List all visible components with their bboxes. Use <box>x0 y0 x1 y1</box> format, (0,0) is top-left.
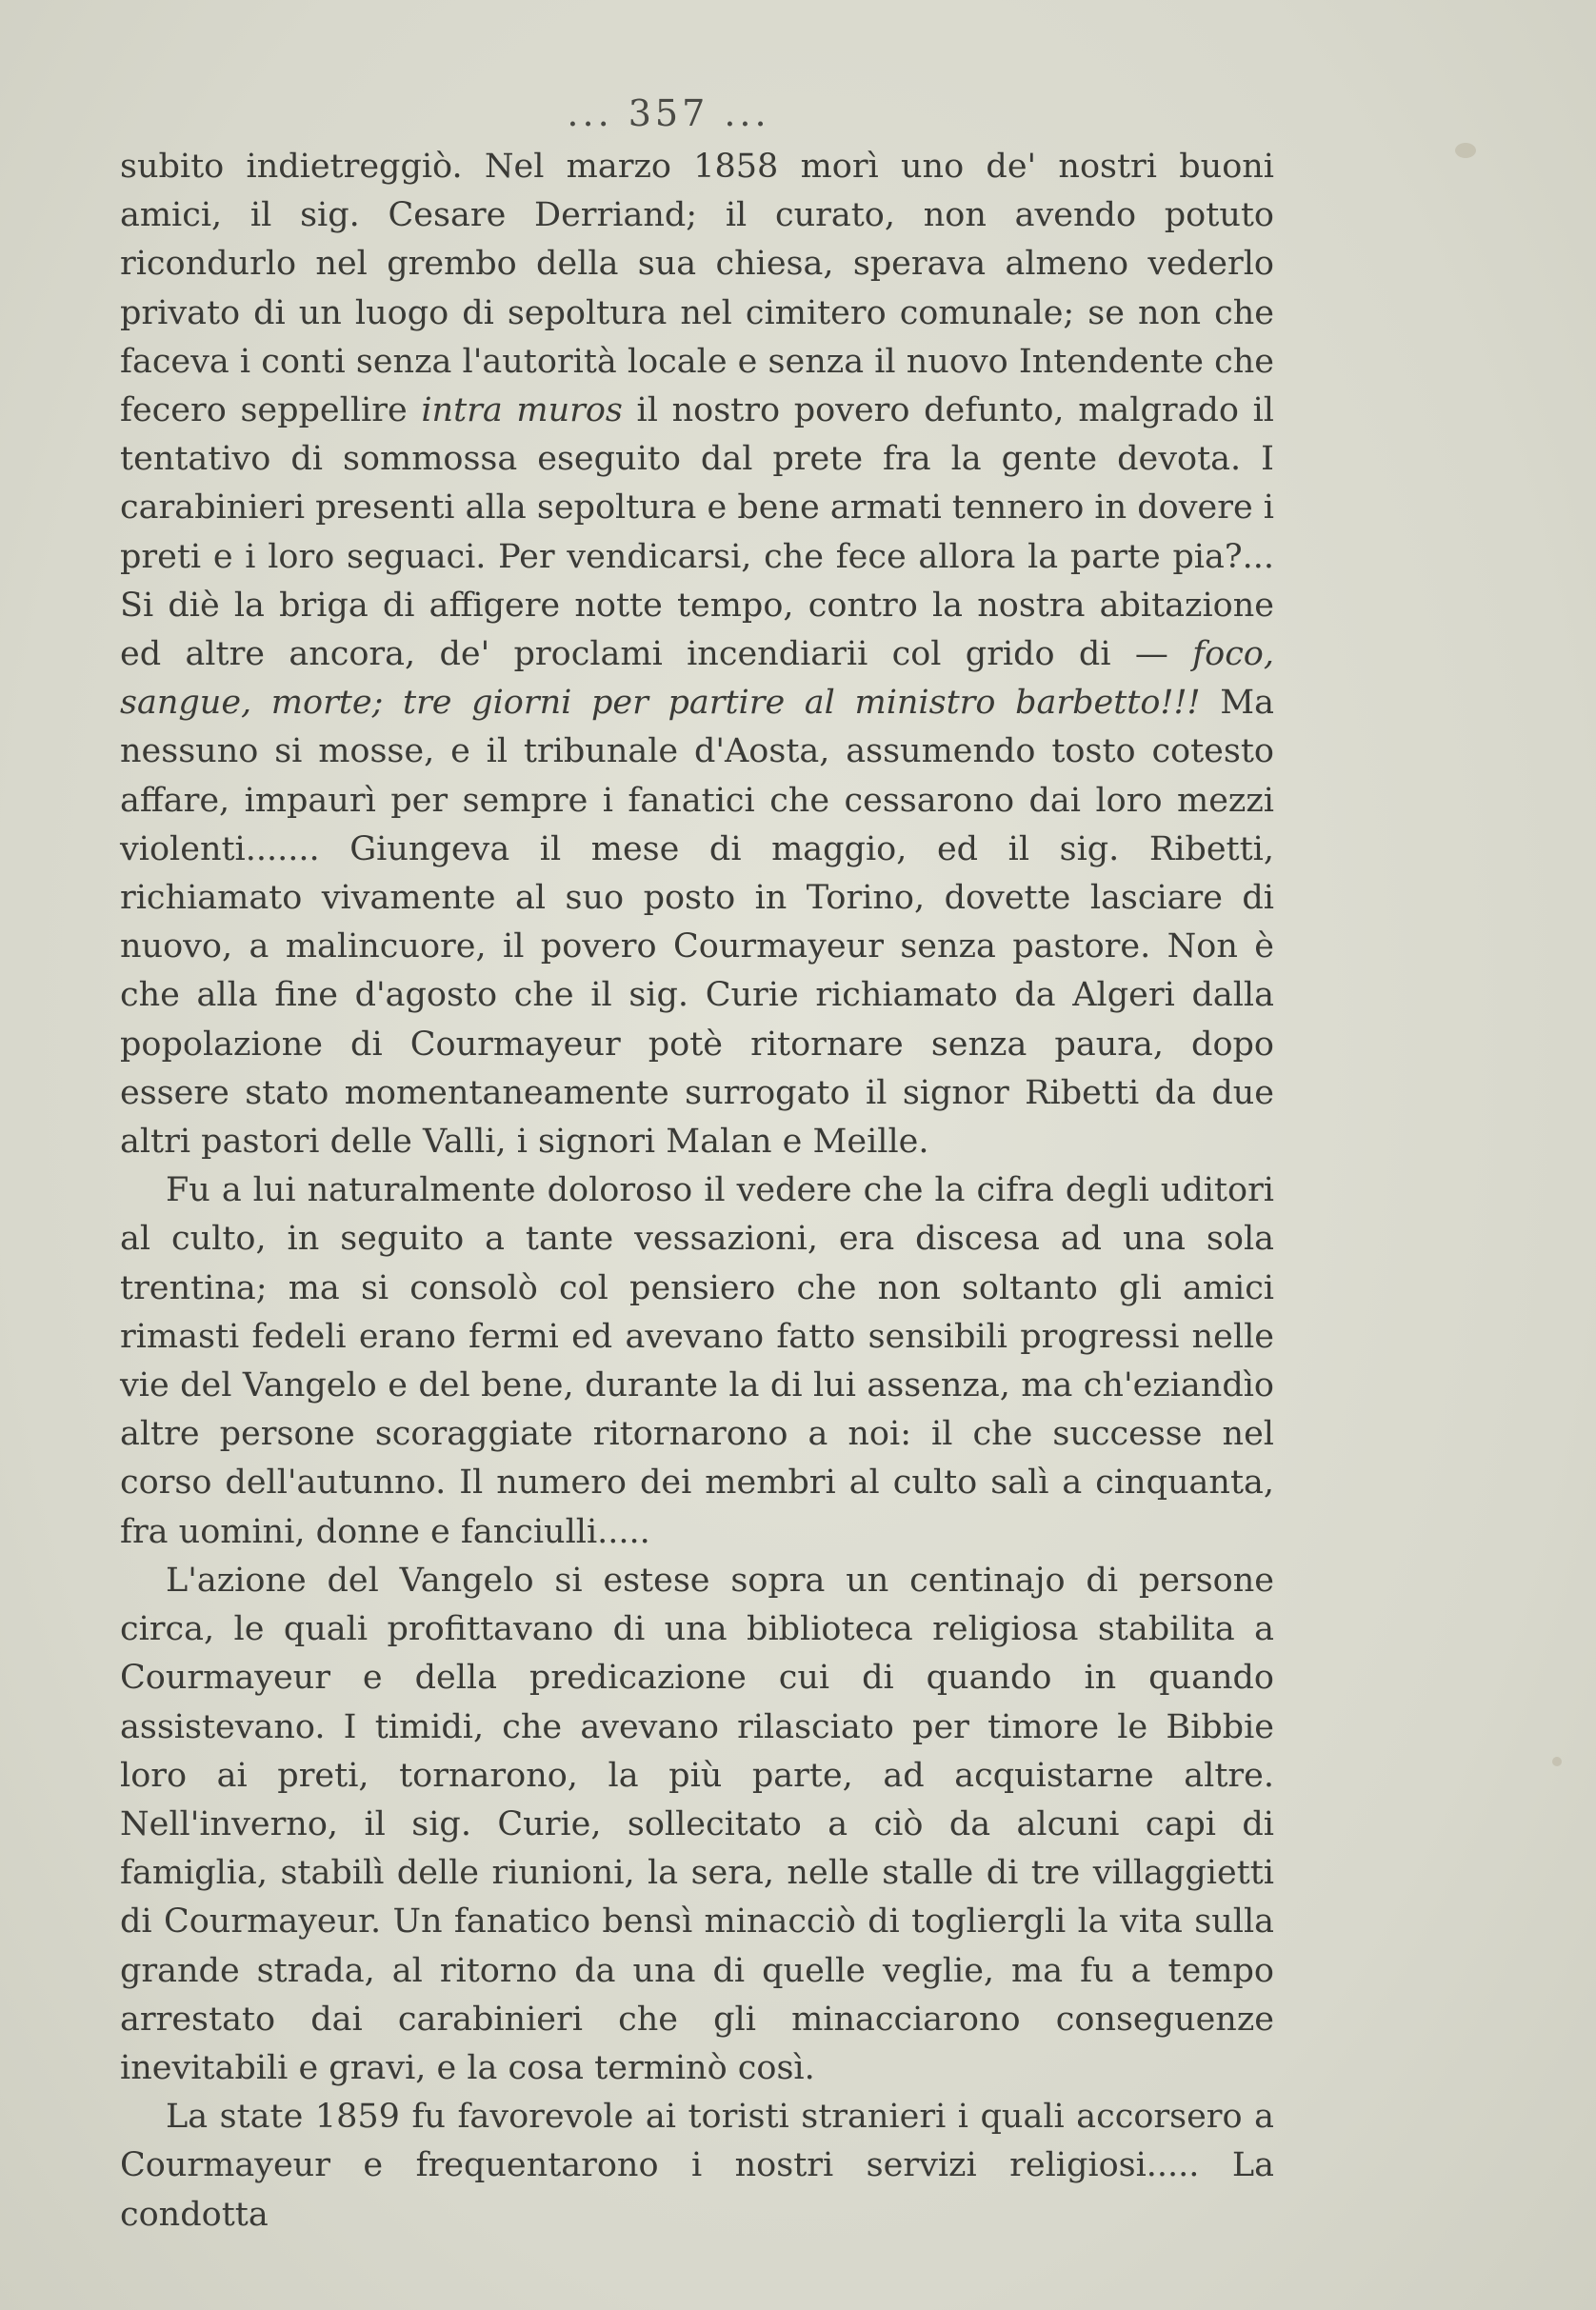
italic-text: intra muros <box>421 391 623 430</box>
paper-stain <box>1455 143 1476 158</box>
text-segment: Ma nessuno si mosse, e il tribunale d'Aosta, assumendo tosto cotesto affare, impaurì per sempre i fanatici che cessarono dai loro mezzi violenti....... Giungeva il mese di maggio, ed il sig. Ribetti, richiamato vivamente al suo posto in Torino, dovette lasciare di nuovo, a malincuore, il povero Courmayeur senza pastore. Non è che alla fine d'agosto che il sig. Curie richiamato da Algeri dalla popolazione di Courmayeur potè ritornare senza paura, dopo essere stato momentaneamente surrogato il signor Ribetti da due altri pastori delle Valli, i signori Malan e Meille. <box>120 684 1274 1162</box>
text-segment: L'azione del Vangelo si estese sopra un centinajo di persone circa, le quali profittavano di una biblioteca religiosa stabilita a Courmayeur e della predicazione cui di quando in quando assistevano. I timidi, che avevano rilasciato per timore le Bibbie loro ai preti, tornarono, la più parte, ad acquistarne altre. Nell'inverno, il sig. Curie, sollecitato a ciò da alcuni capi di famiglia, stabilì delle riunioni, la sera, nelle stalle di tre villaggietti di Courmayeur. Un fanatico bensì minacciò di togliergli la vita sulla grande strada, al ritorno da una di quelle veglie, ma fu a tempo arrestato dai carabinieri che gli minacciarono conseguenze inevitabili e gravi, e la cosa terminò così. <box>120 1561 1274 2087</box>
page-number: ... 357 ... <box>567 92 770 134</box>
paragraph <box>120 1557 1274 2093</box>
italic-text: foco, sangue, morte; tre giorni per partire al ministro barbetto!!! <box>120 635 1274 723</box>
paragraph <box>120 143 1274 1166</box>
text-segment: Fu a lui naturalmente doloroso il vedere che la cifra degli uditori al culto, in seguito a tante vessazioni, era discesa ad una sola trentina; ma si consolò col pensiero che non soltanto gli amici rimasti fedeli erano fermi ed avevano fatto sensibili progressi nelle vie del Vangelo e del bene, durante la di lui assenza, ma ch'eziandìo altre persone scoraggiate ritornarono a noi: il che successe nel corso dell'autunno. Il numero dei membri al culto salì a cinquanta, fra uomini, donne e fanciulli..... <box>120 1171 1274 1551</box>
paragraph <box>120 1166 1274 1557</box>
book-page <box>120 84 1274 2240</box>
text-segment: subito indietreggiò. Nel marzo 1858 morì uno de' nostri buoni amici, il sig. Cesare Derriand; il curato, non avendo potuto ricondurlo nel grembo della sua chiesa, sperava almeno vederlo privato di un luogo di sepoltura nel cimitero comunale; se non che faceva i conti senza l'autorità locale e senza il nuovo Intendente che fecero seppellire <box>120 148 1274 430</box>
text-segment: La state 1859 fu favorevole ai toristi stranieri i quali accorsero a Courmayeur e frequentarono i nostri servizi religiosi..... La condotta <box>120 2098 1274 2234</box>
paragraph <box>120 2093 1274 2240</box>
text-segment: il nostro povero defunto, malgrado il tentativo di sommossa eseguito dal prete fra la gente devota. I carabinieri presenti alla sepoltura e bene armati tennero in dovere i preti e i loro seguaci. Per vendicarsi, che fece allora la parte pia?... Si diè la briga di affigere notte tempo, contro la nostra abitazione ed altre ancora, de' proclami incendiarii col grido di — <box>120 391 1274 674</box>
paper-stain <box>1552 1757 1562 1766</box>
